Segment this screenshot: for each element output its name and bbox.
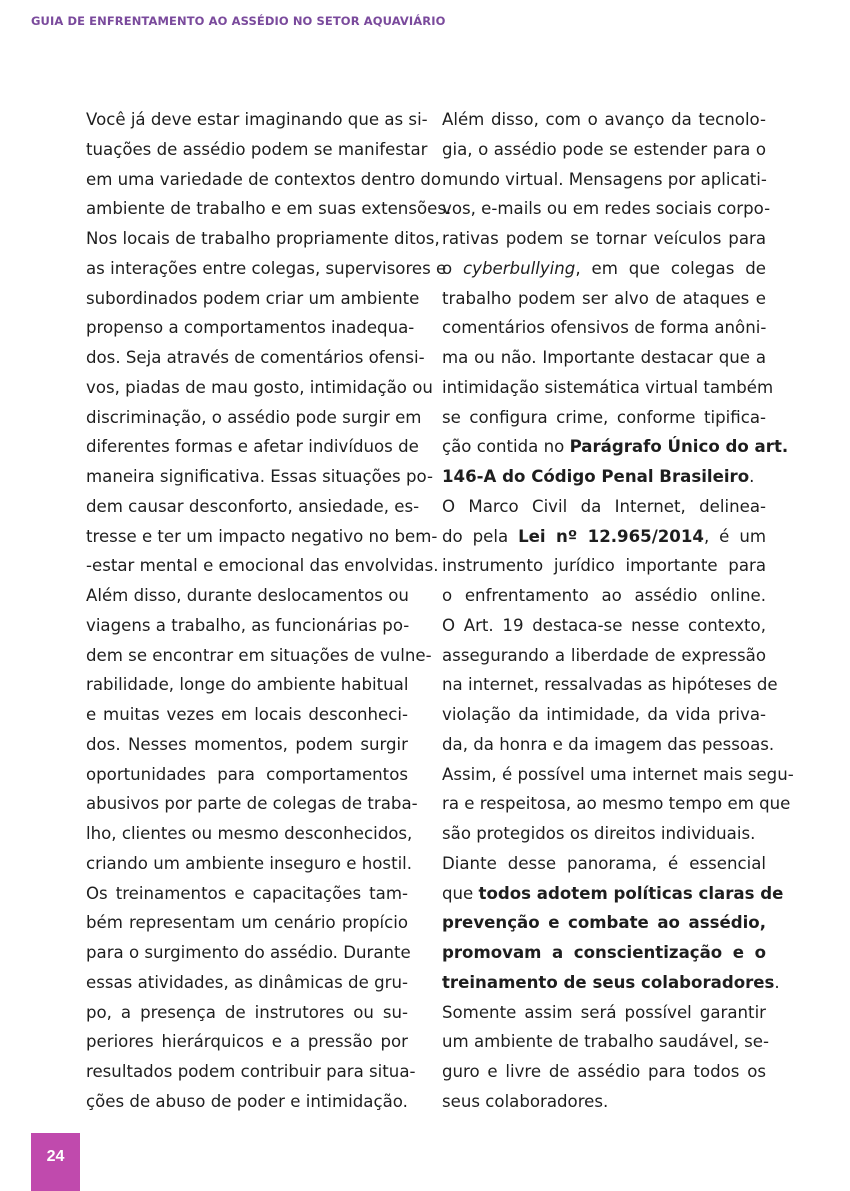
text-segment: Somente assim será possível garantir — [442, 1002, 766, 1022]
text-segment: violação da intimidade, da vida priva- — [442, 705, 766, 724]
running-header: GUIA DE ENFRENTAMENTO AO ASSÉDIO NO SETOR AQUAVIÁRIO — [31, 14, 446, 28]
text-segment: subordinados podem criar um ambiente — [86, 288, 420, 308]
text-line — [86, 284, 420, 314]
text-line — [86, 670, 408, 700]
text-line — [86, 254, 447, 284]
text-segment: na internet, ressalvadas as hipóteses de — [442, 675, 778, 695]
text-line — [442, 432, 789, 462]
text-line — [86, 313, 415, 343]
italic-text: cyberbullying — [463, 258, 576, 278]
text-line — [442, 819, 766, 849]
bold-text: treinamento de seus colaboradores — [442, 972, 775, 992]
text-segment: rabilidade, longe do ambiente habitual — [86, 675, 409, 695]
text-segment: do pela — [442, 526, 519, 546]
bold-text: todos adotem políticas claras de — [478, 883, 784, 903]
bold-text: prevenção e combate ao assédio, — [442, 913, 766, 933]
text-line — [442, 403, 766, 433]
text-line — [442, 254, 766, 284]
text-segment: Diante desse panorama, é essencial — [442, 853, 766, 873]
text-segment: . — [749, 467, 755, 486]
text-segment: periores hierárquicos e a pressão por — [86, 1032, 408, 1052]
text-segment: discriminação, o assédio pode surgir em — [86, 407, 422, 427]
text-segment: para o surgimento do assédio. Durante — [86, 943, 411, 962]
text-segment: -estar mental e emocional das envolvidas. — [86, 556, 439, 576]
bold-text: Lei nº 12.965/2014 — [518, 526, 704, 546]
text-segment: dem causar desconforto, ansiedade, es- — [86, 496, 420, 516]
text-segment: se configura crime, conforme tipifica- — [442, 407, 766, 427]
text-line — [86, 1057, 416, 1087]
text-segment: intimidação sistemática virtual também — [442, 377, 774, 397]
text-line — [86, 938, 411, 968]
text-line — [442, 998, 766, 1028]
text-segment: essas atividades, as dinâmicas de gru- — [86, 972, 408, 992]
text-segment: Os treinamentos e capacitações tam- — [86, 883, 408, 903]
text-line — [442, 581, 766, 611]
text-line — [86, 224, 440, 254]
text-line — [442, 492, 766, 522]
text-segment: da, da honra e da imagem das pessoas. — [442, 734, 775, 754]
text-line — [442, 551, 766, 581]
text-line — [86, 194, 452, 224]
text-line — [442, 343, 766, 373]
text-segment: propenso a comportamentos inadequa- — [86, 318, 415, 338]
text-segment: e muitas vezes em locais desconheci- — [86, 705, 408, 724]
text-segment: o — [442, 258, 464, 278]
page-number: 24 — [46, 1148, 65, 1165]
text-line — [86, 819, 413, 849]
text-segment: rativas podem se tornar veículos para — [442, 229, 766, 248]
left-column — [86, 105, 452, 1117]
text-segment: lho, clientes ou mesmo desconhecidos, — [86, 824, 413, 843]
text-line — [86, 849, 413, 879]
text-line — [442, 522, 766, 552]
text-segment: ções de abuso de poder e intimidação. — [86, 1091, 408, 1111]
text-segment: diferentes formas e afetar indivíduos de — [86, 437, 419, 457]
text-line — [86, 432, 419, 462]
text-segment: instrumento jurídico importante para — [442, 556, 766, 576]
bold-text: Parágrafo Único do art. — [569, 437, 789, 457]
text-segment: o enfrentamento ao assédio online. — [442, 586, 766, 605]
text-line — [86, 551, 439, 581]
text-segment: guro e livre de assédio para todos os — [442, 1062, 766, 1081]
text-line — [86, 492, 420, 522]
text-segment: vos, e-mails ou em redes sociais corpo- — [442, 199, 771, 219]
text-segment: Além disso, durante deslocamentos ou — [86, 586, 409, 605]
text-line — [442, 194, 771, 224]
text-segment: . — [774, 972, 780, 992]
text-line — [442, 224, 766, 254]
text-line — [442, 789, 791, 819]
text-line — [442, 105, 766, 135]
text-segment: em uma variedade de contextos dentro do — [86, 169, 442, 189]
text-line — [86, 462, 433, 492]
text-segment: , é um — [703, 526, 766, 546]
text-line — [86, 135, 428, 165]
text-segment: as interações entre colegas, supervisores e — [86, 258, 447, 278]
text-line — [86, 789, 418, 819]
text-segment: seus colaboradores. — [442, 1091, 609, 1111]
text-line — [442, 284, 766, 314]
text-line — [442, 462, 766, 492]
text-line — [86, 343, 425, 373]
text-line — [442, 313, 766, 343]
text-line — [86, 1027, 408, 1057]
text-line — [86, 730, 408, 760]
text-line — [442, 670, 778, 700]
text-line — [442, 641, 766, 671]
text-segment: resultados podem contribuir para situa- — [86, 1062, 416, 1081]
text-line — [442, 849, 766, 879]
text-segment: um ambiente de trabalho saudável, se- — [442, 1032, 769, 1052]
bold-text: promovam a conscientização e o — [442, 943, 766, 962]
text-segment: dem se encontrar em situações de vulne- — [86, 645, 432, 665]
text-line — [86, 105, 428, 135]
text-line — [442, 879, 784, 909]
text-line — [442, 1057, 766, 1087]
text-segment: abusivos por parte de colegas de traba- — [86, 794, 418, 814]
text-line — [442, 760, 794, 790]
text-line — [442, 373, 774, 403]
text-segment: ção contida no — [442, 437, 570, 457]
text-segment: Além disso, com o avanço da tecnolo- — [442, 110, 766, 129]
text-segment: criando um ambiente inseguro e hostil. — [86, 853, 413, 873]
text-line — [86, 522, 438, 552]
text-line — [442, 165, 766, 195]
text-segment: oportunidades para comportamentos — [86, 764, 408, 784]
text-line — [86, 581, 408, 611]
text-line — [442, 1027, 769, 1057]
text-line — [442, 908, 766, 938]
text-segment: , em que colegas de — [575, 258, 766, 278]
page-number-badge — [31, 1133, 80, 1191]
text-line — [442, 135, 766, 165]
text-line — [442, 730, 775, 760]
text-line — [86, 1087, 408, 1117]
text-line — [86, 968, 408, 998]
text-segment: ra e respeitosa, ao mesmo tempo em que — [442, 794, 791, 814]
text-segment: dos. Nesses momentos, podem surgir — [86, 734, 408, 754]
text-line — [86, 611, 408, 641]
text-segment: mundo virtual. Mensagens por aplicati- — [442, 169, 767, 189]
text-segment: dos. Seja através de comentários ofensi- — [86, 348, 425, 367]
text-line — [86, 403, 422, 433]
text-segment: Nos locais de trabalho propriamente ditos, — [86, 229, 440, 248]
text-line — [86, 700, 408, 730]
text-segment: viagens a trabalho, as funcionárias po- — [86, 615, 410, 635]
text-segment: O Marco Civil da Internet, delinea- — [442, 496, 766, 516]
text-segment: po, a presença de instrutores ou su- — [86, 1002, 408, 1022]
text-line — [442, 968, 780, 998]
text-segment: tuações de assédio podem se manifestar — [86, 139, 428, 159]
bold-text: 146-A do Código Penal Brasileiro — [442, 467, 750, 486]
text-segment: bém representam um cenário propício — [86, 913, 408, 933]
text-line — [442, 700, 766, 730]
text-segment: ma ou não. Importante destacar que a — [442, 348, 766, 367]
text-segment: ambiente de trabalho e em suas extensões. — [86, 199, 452, 219]
text-line — [442, 938, 766, 968]
text-segment: que — [442, 883, 479, 903]
right-column — [442, 105, 794, 1117]
text-line — [86, 908, 408, 938]
text-segment: comentários ofensivos de forma anôni- — [442, 318, 767, 338]
text-line — [442, 611, 766, 641]
text-segment: assegurando a liberdade de expressão — [442, 645, 766, 665]
text-line — [86, 373, 433, 403]
text-line — [86, 879, 408, 909]
text-segment: O Art. 19 destaca-se nesse contexto, — [442, 615, 766, 635]
text-line — [442, 1087, 766, 1117]
text-line — [86, 165, 442, 195]
text-segment: Assim, é possível uma internet mais segu- — [442, 764, 794, 784]
text-line — [86, 760, 408, 790]
text-segment: são protegidos os direitos individuais. — [442, 824, 756, 843]
text-segment: maneira significativa. Essas situações po- — [86, 467, 433, 486]
text-segment: tresse e ter um impacto negativo no bem- — [86, 526, 438, 546]
text-segment: gia, o assédio pode se estender para o — [442, 139, 766, 159]
text-segment: Você já deve estar imaginando que as si- — [86, 110, 428, 129]
text-line — [86, 641, 432, 671]
text-segment: trabalho podem ser alvo de ataques e — [442, 288, 766, 308]
text-line — [86, 998, 408, 1028]
text-segment: vos, piadas de mau gosto, intimidação ou — [86, 377, 433, 397]
